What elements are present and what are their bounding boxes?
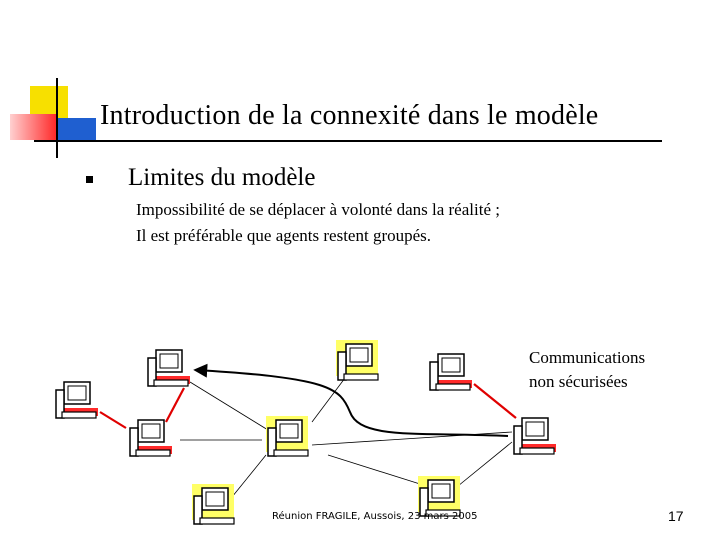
slide-title: Introduction de la connexité dans le modèle: [100, 100, 599, 131]
sub-line-2: Il est préférable que agents restent groupés.: [136, 226, 432, 245]
footer-text: Réunion FRAGILE, Aussois, 23 mars 2005: [272, 511, 478, 522]
link-line: [232, 455, 266, 497]
insecure-link: [474, 384, 516, 418]
sub-line-1: Impossibilité de se déplacer à volonté dans la réalité ;: [136, 200, 500, 219]
page-number: 17: [668, 508, 684, 524]
computer-icon: [266, 416, 308, 456]
annotation-line-2: non sécurisées: [529, 372, 628, 391]
computer-icon: [418, 476, 460, 516]
computer-icon: [336, 340, 378, 380]
insecure-link: [100, 412, 126, 428]
insecure-link: [166, 388, 184, 422]
computer-icon: [430, 354, 472, 390]
link-line: [328, 455, 420, 484]
link-line: [190, 382, 268, 430]
annotation-line-1: Communications: [529, 348, 646, 367]
link-line: [458, 442, 512, 486]
computer-icon: [148, 350, 190, 386]
computer-icon: [514, 418, 556, 454]
computer-icon: [130, 420, 172, 456]
computer-icon: [192, 484, 234, 524]
computer-icon: [56, 382, 98, 418]
bullet-text: Limites du modèle: [128, 164, 316, 191]
